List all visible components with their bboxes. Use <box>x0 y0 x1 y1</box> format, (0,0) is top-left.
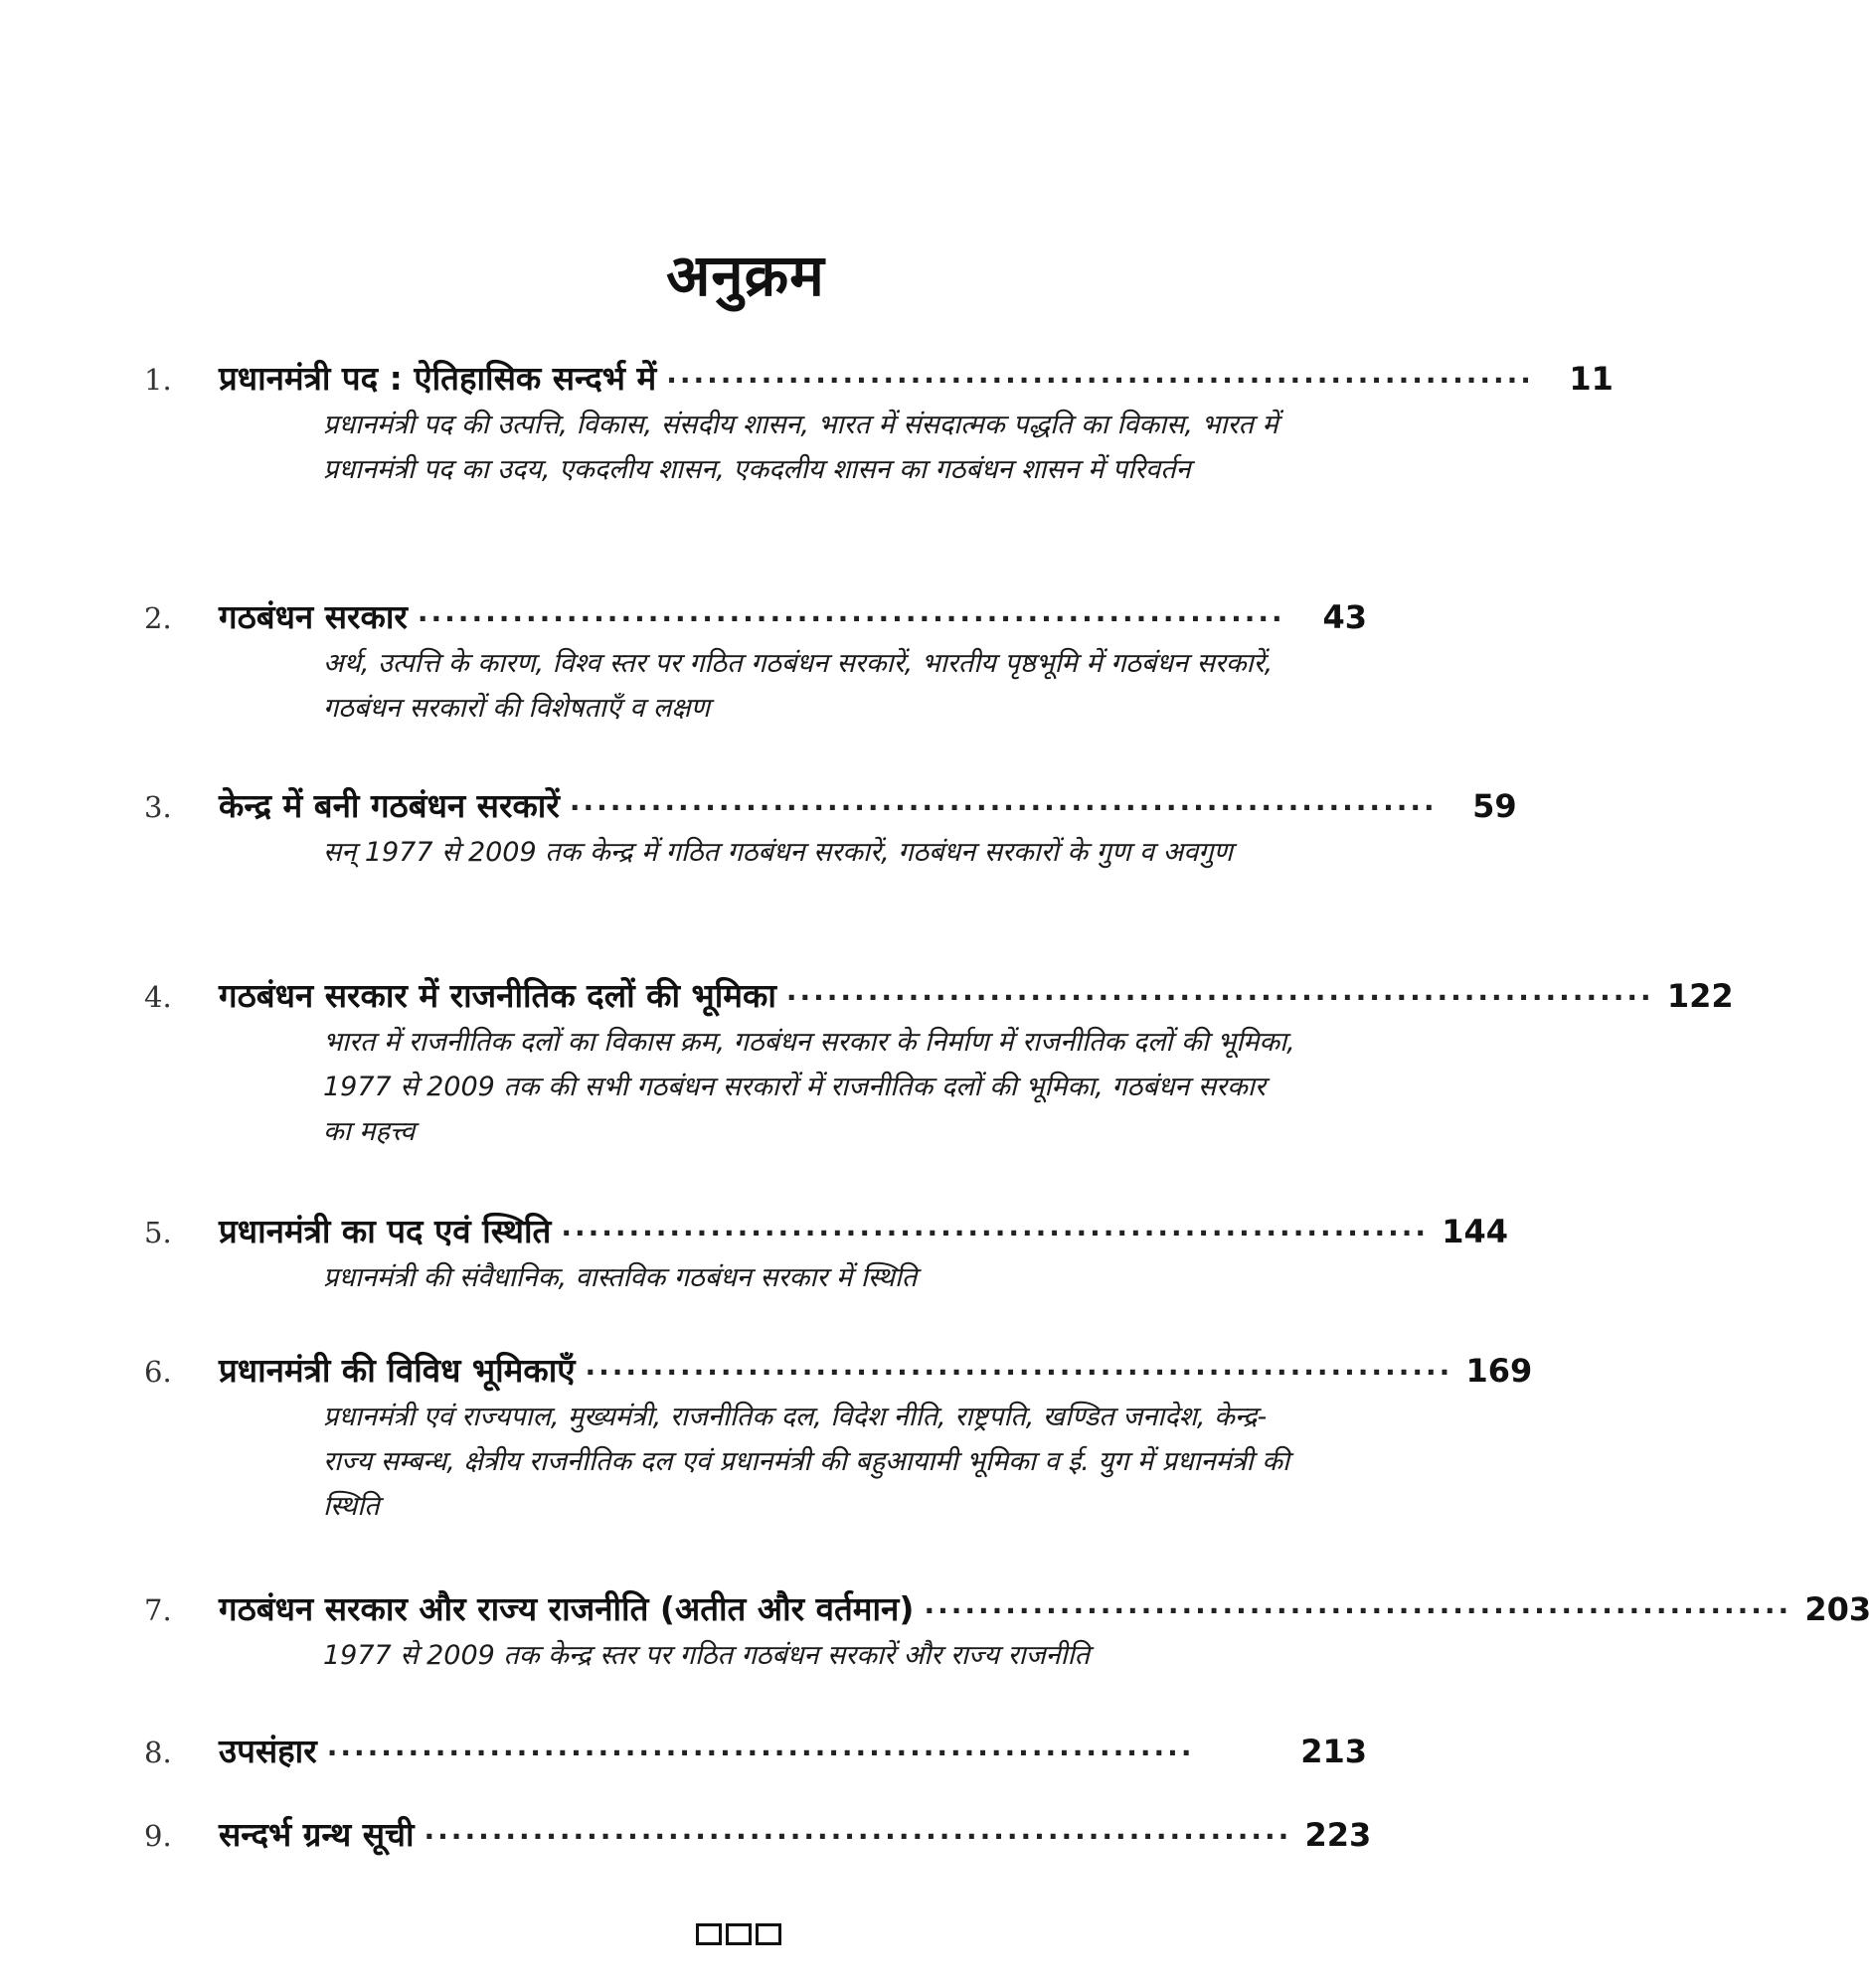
entry-number: 5. <box>144 1216 172 1249</box>
entry-title: उपसंहार <box>219 1732 317 1770</box>
dot-leader: ································································ <box>326 1737 1195 1769</box>
entry-number: 4. <box>144 980 172 1014</box>
entry-title: गठबंधन सरकार <box>219 597 408 636</box>
entry-description: भारत में राजनीतिक दलों का विकास क्रम, गठबंधन सरकार के निर्माण में राजनीतिक दलों की भूमिका, 1977 से 2009 तक की सभी गठबंधन सरकारों में राजनीतिक दलों की भूमिका, गठबंधन सरकार का महत्त्व <box>323 1027 1295 1147</box>
entry-page-number: 43 <box>1322 598 1367 636</box>
entry-title: गठबंधन सरकार और राज्य राजनीति (अतीत और वर्तमान) <box>219 1589 915 1628</box>
square-icon <box>756 1923 781 1945</box>
page-title: अनुक्रम <box>666 241 825 309</box>
toc-entry-9 <box>144 1811 1372 1859</box>
dot-leader: ································································ <box>417 602 1285 635</box>
entry-number: 9. <box>144 1819 172 1853</box>
entry-number: 6. <box>144 1355 172 1389</box>
entry-page-number: 59 <box>1472 787 1517 825</box>
entry-number: 3. <box>144 790 172 824</box>
toc-entry-7 <box>144 1585 1871 1678</box>
entry-description: प्रधानमंत्री एवं राज्यपाल, मुख्यमंत्री, राजनीतिक दल, विदेश नीति, राष्ट्रपति, खण्डित जनादेश, केन्द्र-राज्य सम्बन्ध, क्षेत्रीय राजनीतिक दल एवं प्रधानमंत्री की बहुआयामी भूमिका व ई. युग में प्रधानमंत्री की स्थिति <box>323 1402 1289 1522</box>
end-of-section-mark <box>696 1923 781 1945</box>
dot-leader: ································································ <box>424 1820 1292 1853</box>
dot-leader: ································································ <box>666 364 1534 397</box>
entry-page-number: 169 <box>1465 1352 1533 1390</box>
entry-page-number: 122 <box>1666 977 1734 1015</box>
entry-title: सन्दर्भ ग्रन्थ सूची <box>219 1815 415 1854</box>
dot-leader: ································································ <box>785 981 1654 1014</box>
entry-page-number: 203 <box>1804 1590 1871 1628</box>
entry-page-number: 144 <box>1442 1213 1509 1250</box>
toc-entry-1 <box>144 355 1614 492</box>
entry-number: 2. <box>144 601 172 635</box>
square-icon <box>726 1923 752 1945</box>
toc-entry-8 <box>144 1728 1367 1775</box>
entry-number: 8. <box>144 1736 172 1769</box>
entry-description: 1977 से 2009 तक केन्द्र स्तर पर गठित गठबंधन सरकारें और राज्य राजनीति <box>323 1640 1090 1671</box>
toc-entry-5 <box>144 1208 1509 1300</box>
dot-leader: ································································ <box>561 1217 1430 1249</box>
square-icon <box>696 1923 722 1945</box>
entry-title: प्रधानमंत्री की विविध भूमिकाएँ <box>219 1351 576 1390</box>
entry-page-number: 213 <box>1300 1733 1367 1770</box>
entry-title: प्रधानमंत्री पद : ऐतिहासिक सन्दर्भ में <box>219 359 657 398</box>
entry-description: प्रधानमंत्री की संवैधानिक, वास्तविक गठबंधन सरकार में स्थिति <box>323 1262 918 1293</box>
dot-leader: ································································ <box>569 791 1438 824</box>
entry-page-number: 11 <box>1569 360 1614 398</box>
entry-title: गठबंधन सरकार में राजनीतिक दलों की भूमिका <box>219 976 776 1015</box>
toc-entry-2 <box>144 593 1367 731</box>
entry-description: अर्थ, उत्पत्ति के कारण, विश्व स्तर पर गठित गठबंधन सरकारें, भारतीय पृष्ठभूमि में गठबंधन सरकारें, गठबंधन सरकारों की विशेषताएँ व लक्षण <box>323 648 1274 724</box>
entry-title: प्रधानमंत्री का पद एवं स्थिति <box>219 1212 552 1250</box>
toc-entry-3 <box>144 782 1517 875</box>
toc-entry-4 <box>144 972 1734 1154</box>
entry-title: केन्द्र में बनी गठबंधन सरकारें <box>219 786 560 825</box>
entry-description: सन् 1977 से 2009 तक केन्द्र में गठित गठबंधन सरकारें, गठबंधन सरकारों के गुण व अवगुण <box>323 837 1233 868</box>
dot-leader: ································································ <box>585 1356 1453 1389</box>
entry-number: 1. <box>144 363 172 397</box>
dot-leader: ································································ <box>924 1594 1792 1627</box>
entry-page-number: 223 <box>1304 1816 1372 1854</box>
entry-description: प्रधानमंत्री पद की उत्पत्ति, विकास, संसदीय शासन, भारत में संसदात्मक पद्धति का विकास, भारत में प्रधानमंत्री पद का उदय, एकदलीय शासन, एकदलीय शासन का गठबंधन शासन में परिवर्तन <box>323 410 1278 485</box>
entry-number: 7. <box>144 1593 172 1627</box>
toc-entry-6 <box>144 1347 1533 1529</box>
